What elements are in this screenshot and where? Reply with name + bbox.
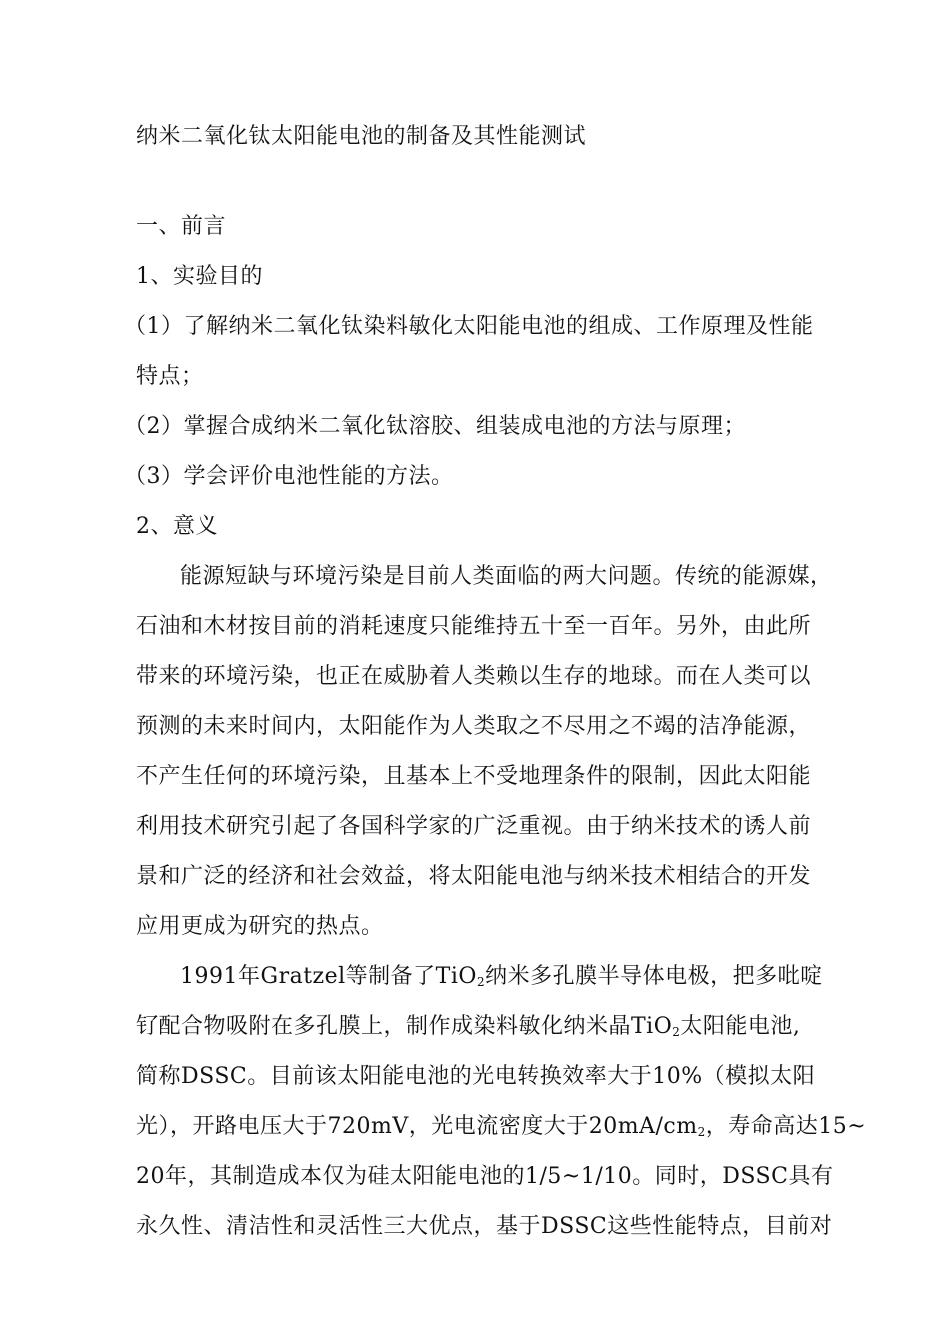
paragraph-1-line: 利用技术研究引起了各国科学家的广泛重视。由于纳米技术的诱人前 (136, 814, 812, 839)
paragraph-2-line: 永久性、清洁性和灵活性三大优点，基于DSSC这些性能特点，目前对 (136, 1214, 833, 1239)
paragraph-2-line: 简称DSSC。目前该太阳能电池的光电转换效率大于10%（模拟太阳 (136, 1064, 816, 1089)
objective-3: （3）学会评价电池性能的方法。 (124, 464, 454, 489)
section-heading-preface: 一、前言 (136, 214, 227, 239)
paragraph-2-line: 20年，其制造成本仅为硅太阳能电池的1/5~1/10。同时，DSSC具有 (136, 1164, 834, 1189)
text-run: 纳米多孔膜半导体电极，把多吡啶 (485, 964, 823, 989)
subheading-objectives: 1、实验目的 (136, 264, 263, 289)
objective-1-line-2: 特点； (136, 364, 204, 389)
objective-2: （2）掌握合成纳米二氧化钛溶胶、组装成电池的方法与原理； (124, 414, 746, 439)
text-run: 光），开路电压大于720mV，光电流密度大于20mA/cm (136, 1114, 698, 1139)
paragraph-2-line (180, 962, 823, 992)
subscript: 2 (697, 1125, 706, 1139)
document-title: 纳米二氧化钛太阳能电池的制备及其性能测试 (136, 124, 587, 149)
objective-1-line-1: （1）了解纳米二氧化钛染料敏化太阳能电池的组成、工作原理及性能 (124, 314, 814, 339)
text-run: 1991年Gratzel等制备了TiO (180, 964, 477, 989)
subheading-significance: 2、意义 (136, 514, 218, 539)
paragraph-1-line: 带来的环境污染，也正在威胁着人类赖以生存的地球。而在人类可以 (136, 664, 812, 689)
paragraph-2-line (136, 1112, 866, 1142)
paragraph-1-line: 能源短缺与环境污染是目前人类面临的两大问题。传统的能源媒， (180, 564, 833, 589)
text-run: 太阳能电池, (680, 1014, 801, 1039)
subscript: 2 (476, 975, 486, 989)
text-run: ，寿命高达15~ (705, 1114, 867, 1139)
subscript: 2 (672, 1025, 681, 1039)
paragraph-1-line: 不产生任何的环境污染，且基本上不受地理条件的限制，因此太阳能 (136, 764, 812, 789)
paragraph-1-line: 石油和木材按目前的消耗速度只能维持五十至一百年。另外，由此所 (136, 614, 812, 639)
paragraph-1-line: 景和广泛的经济和社会效益，将太阳能电池与纳米技术相结合的开发 (136, 864, 812, 889)
paragraph-1-line: 预测的未来时间内，太阳能作为人类取之不尽用之不竭的洁净能源， (136, 714, 812, 739)
paragraph-2-line (136, 1012, 800, 1042)
paragraph-1-line: 应用更成为研究的热点。 (136, 914, 384, 939)
text-run: 钌配合物吸附在多孔膜上，制作成染料敏化纳米晶TiO (136, 1014, 673, 1039)
